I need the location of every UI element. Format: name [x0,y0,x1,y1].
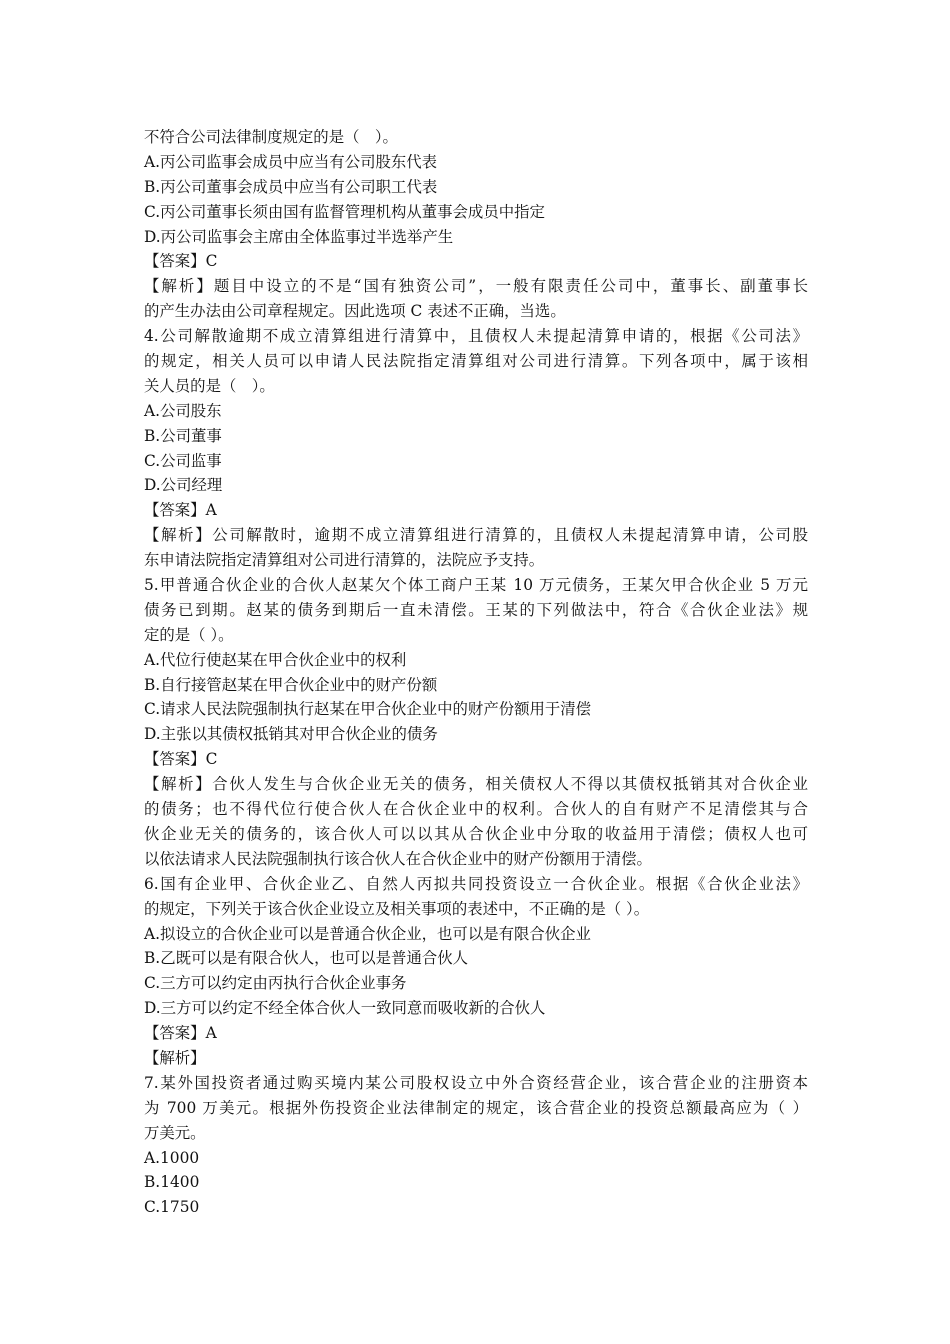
question-6-option-c: C.三方可以约定由丙执行合伙企业事务 [144,974,407,993]
question-5-explanation-line-3: 伙企业无关的债务的，该合伙人可以以其从合伙企业中分取的收益用于清偿；债权人也可 [144,824,808,843]
question-4-stem-line-2: 的规定，相关人员可以申请人民法院指定清算组对公司进行清算。下列各项中，属于该相 [144,352,808,371]
question-6-stem-line-2: 的规定，下列关于该合伙企业设立及相关事项的表述中，不正确的是（ ）。 [144,899,650,918]
question-5-explanation-line-4: 以依法请求人民法院强制执行该合伙人在合伙企业中的财产份额用于清偿。 [144,849,652,868]
question-3-option-b: B.丙公司董事会成员中应当有公司职工代表 [144,177,438,196]
question-5-option-b: B.自行接管赵某在甲合伙企业中的财产份额 [144,675,438,694]
question-3-explanation-line-1: 【解析】题目中设立的不是“国有独资公司”，一般有限责任公司中，董事长、副董事长 [144,277,808,296]
question-3-explanation-line-2: 的产生办法由公司章程规定。因此选项 C 表述不正确，当选。 [144,302,566,321]
question-4-stem-line-1: 4.公司解散逾期不成立清算组进行清算中，且债权人未提起清算申请的，根据《公司法》 [144,327,808,346]
question-6-option-b: B.乙既可以是有限合伙人，也可以是普通合伙人 [144,949,469,968]
question-4-option-c: C.公司监事 [144,451,222,470]
question-5-explanation-line-1: 【解析】合伙人发生与合伙企业无关的债务，相关债权人不得以其债权抵销其对合伙企业 [144,775,808,794]
question-4-stem-line-3: 关人员的是（ ）。 [144,376,275,395]
question-7-option-b: B.1400 [144,1173,200,1192]
question-3-stem-end: 不符合公司法律制度规定的是（ ）。 [144,128,398,146]
question-5-option-d: D.主张以其债权抵销其对甲合伙企业的债务 [144,725,438,744]
question-4-explanation-line-1: 【解析】公司解散时，逾期不成立清算组进行清算的，且债权人未提起清算申请，公司股 [144,526,808,545]
question-5-stem-line-2: 债务已到期。赵某的债务到期后一直未清偿。王某的下列做法中，符合《合伙企业法》规 [144,600,808,619]
document-page [144,125,808,1220]
question-5-explanation-line-2: 的债务；也不得代位行使合伙人在合伙企业中的权利。合伙人的自有财产不足清偿其与合 [144,800,808,819]
question-3-option-a: A.丙公司监事会成员中应当有公司股东代表 [144,152,438,171]
question-4-explanation-line-2: 东申请法院指定清算组对公司进行清算的，法院应予支持。 [144,551,545,570]
question-6-stem-line-1: 6.国有企业甲、合伙企业乙、自然人丙拟共同投资设立一合伙企业。根据《合伙企业法》 [144,874,808,893]
question-7-option-a: A.1000 [144,1148,200,1167]
question-7-stem-line-1: 7.某外国投资者通过购买境内某公司股权设立中外合资经营企业，该合营企业的注册资本 [144,1073,808,1092]
question-5-answer: 【答案】C [144,750,218,769]
question-5-option-c: C.请求人民法院强制执行赵某在甲合伙企业中的财产份额用于清偿 [144,700,592,719]
question-5-stem-line-1: 5.甲普通合伙企业的合伙人赵某欠个体工商户王某 10 万元债务，王某欠甲合伙企业 5 万元 [144,576,808,595]
question-3-option-d: D.丙公司监事会主席由全体监事过半选举产生 [144,227,454,246]
question-4-option-b: B.公司董事 [144,426,222,445]
question-4-option-a: A.公司股东 [144,401,222,420]
question-6-answer: 【答案】A [144,1024,217,1043]
question-4-answer: 【答案】A [144,501,217,520]
question-7-option-c: C.1750 [144,1198,200,1217]
question-5-option-a: A.代位行使赵某在甲合伙企业中的权利 [144,650,407,669]
question-7-stem-line-2: 为 700 万美元。根据外伤投资企业法律制定的规定，该合营企业的投资总额最高应为（ ） [144,1098,808,1117]
question-3-answer: 【答案】C [144,252,218,271]
question-6-explanation: 【解析】 [144,1048,206,1067]
question-5-stem-line-3: 定的是（ ）。 [144,625,234,644]
question-7-stem-line-3: 万美元。 [144,1123,206,1142]
question-4-option-d: D.公司经理 [144,476,223,495]
question-6-option-d: D.三方可以约定不经全体合伙人一致同意而吸收新的合伙人 [144,999,546,1018]
question-3-option-c: C.丙公司董事长须由国有监督管理机构从董事会成员中指定 [144,202,545,221]
question-6-option-a: A.拟设立的合伙企业可以是普通合伙企业，也可以是有限合伙企业 [144,924,591,943]
